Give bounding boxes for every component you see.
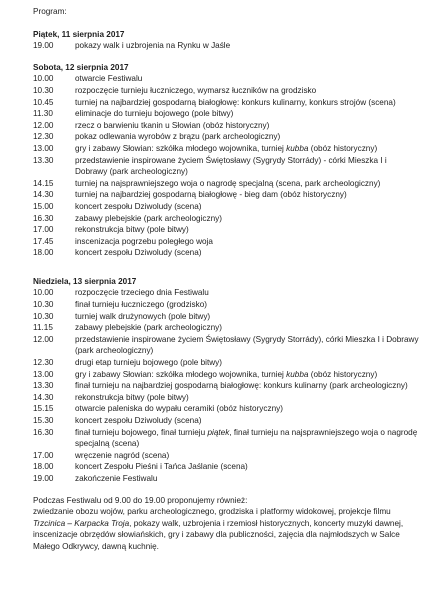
schedule-time: 18.00 (33, 248, 54, 258)
schedule-desc: koncert zespołu Dziwoludy (scena) (75, 416, 202, 425)
schedule-desc: koncert Zespołu Pieśni i Tańca Jaślanie (scena) (75, 462, 248, 472)
schedule-row (33, 322, 419, 334)
schedule-time: 16.30 (33, 427, 54, 437)
schedule-desc: przedstawienie inspirowane życiem Świętosławy (Sygrydy Storrády) - córki Mieszka I i Dobrawy (park archeologiczny) (75, 155, 387, 177)
schedule-row (33, 189, 419, 201)
schedule-time: 19.00 (33, 41, 54, 51)
schedule-desc: pokaz odlewania wyrobów z brązu (park archeologiczny) (75, 132, 281, 142)
schedule-desc: otwarcie paleniska do wypału ceramiki (obóz historyczny) (75, 404, 283, 414)
schedule-time: 13.00 (33, 369, 54, 379)
schedule-desc: otwarcie Festiwalu (75, 74, 143, 84)
schedule-row (33, 97, 419, 109)
schedule-time: 13.30 (33, 155, 54, 165)
schedule-row (33, 40, 419, 52)
schedule-row (33, 473, 419, 485)
day-title: Piątek, 11 sierpnia 2017 (33, 29, 125, 39)
schedule-time: 17.00 (33, 225, 54, 235)
extras-text (33, 506, 419, 552)
schedule-desc: rzecz o barwieniu tkanin u Słowian (obóz historyczny) (75, 120, 270, 130)
schedule-time: 10.30 (33, 311, 54, 321)
schedule-desc: inscenizacja pogrzebu poległego woja (75, 236, 213, 246)
schedule-time: 16.30 (33, 213, 54, 223)
schedule-row (33, 287, 419, 299)
program-heading: Program: (33, 7, 67, 16)
schedule-time: 15.30 (33, 416, 54, 425)
festival-extras (33, 495, 419, 553)
day-title: Sobota, 12 sierpnia 2017 (33, 62, 129, 72)
schedule-row (33, 380, 419, 392)
desc-italic: piątek (207, 427, 230, 437)
schedule-time: 10.00 (33, 74, 54, 84)
schedule-time: 12.00 (33, 120, 54, 130)
schedule-time: 14.30 (33, 190, 54, 200)
schedule-row (33, 369, 419, 381)
day-title: Niedziela, 13 sierpnia 2017 (33, 276, 137, 286)
day-saturday (33, 62, 419, 259)
schedule-time: 19.00 (33, 473, 54, 483)
schedule-time: 15.00 (33, 201, 54, 211)
schedule-row (33, 311, 419, 323)
schedule-desc: turniej walk drużynowych (pole bitwy) (75, 311, 211, 321)
schedule-row (33, 357, 419, 369)
schedule-desc: koncert zespołu Dziwoludy (scena) (75, 201, 202, 211)
schedule-row (33, 392, 419, 404)
schedule-row (33, 73, 419, 85)
schedule-row (33, 247, 419, 259)
schedule-row (33, 334, 419, 357)
schedule-row (33, 461, 419, 473)
schedule-time: 18.00 (33, 462, 54, 472)
schedule-time: 10.00 (33, 288, 54, 298)
extras-lead: Podczas Festiwalu od 9.00 do 19.00 proponujemy również: (33, 495, 248, 505)
schedule-time: 11.30 (33, 109, 53, 119)
schedule-desc: turniej na najbardziej gospodarną białogłowę: konkurs kulinarny, konkurs strojów (scena) (75, 97, 396, 107)
desc-italic: kubba (286, 143, 309, 153)
schedule-row (33, 85, 419, 97)
schedule-desc: rekonstrukcja bitwy (pole bitwy) (75, 392, 189, 402)
desc-italic: kubba (286, 369, 309, 379)
schedule-time: 15.15 (33, 404, 54, 414)
schedule-row (33, 213, 419, 225)
schedule-desc: zabawy plebejskie (park archeologiczny) (75, 323, 222, 333)
schedule-desc: pokazy walk i uzbrojenia na Rynku w Jaśle (75, 41, 231, 51)
schedule-row (33, 155, 419, 178)
schedule-desc: wręczenie nagród (scena) (75, 450, 170, 460)
schedule-desc (75, 427, 419, 450)
day-friday (33, 29, 419, 52)
schedule-desc: rekonstrukcja bitwy (pole bitwy) (75, 225, 189, 235)
schedule-desc: koncert zespołu Dziwoludy (scena) (75, 248, 202, 258)
schedule-desc: zabawy plebejskie (park archeologiczny) (75, 213, 222, 223)
schedule-desc: eliminacje do turnieju bojowego (pole bitwy) (75, 109, 234, 119)
schedule-row (33, 131, 419, 143)
schedule-row (33, 450, 419, 462)
schedule-time: 12.00 (33, 334, 54, 344)
desc-part: (obóz historyczny) (308, 143, 378, 153)
schedule-row (33, 120, 419, 132)
schedule-time: 12.30 (33, 132, 54, 142)
schedule-row (33, 236, 419, 248)
schedule-time: 12.30 (33, 358, 54, 368)
schedule-desc (75, 143, 419, 155)
schedule-time: 14.15 (33, 178, 54, 188)
schedule-time: 17.00 (33, 450, 54, 460)
schedule-time: 10.30 (33, 85, 54, 95)
schedule-row (33, 201, 419, 213)
schedule-row (33, 143, 419, 155)
desc-part: gry i zabawy Słowian: szkółka młodego wojownika, turniej (75, 369, 287, 379)
schedule-row (33, 299, 419, 311)
schedule-row (33, 224, 419, 236)
desc-part: finał turnieju bojowego, finał turnieju (75, 427, 208, 437)
schedule-desc: rozpoczęcie trzeciego dnia Festiwalu (75, 288, 209, 298)
desc-part: (obóz historyczny) (308, 369, 378, 379)
extras-part: zwiedzanie obozu wojów, parku archeologicznego, grodziska i platformy widokowej, projekcje filmu (33, 507, 391, 517)
schedule-row (33, 178, 419, 190)
film-title: Trzcinica – Karpacka Troja (33, 518, 130, 528)
schedule-desc: przedstawienie inspirowane życiem Świętosławy (Sygrydy Storrády), córki Mieszka I i Dobrawy (park archeologiczny) (75, 334, 419, 356)
schedule-time: 11.15 (33, 323, 53, 333)
schedule-desc: zakończenie Festiwalu (75, 473, 158, 483)
schedule-desc: rozpoczęcie turnieju łuczniczego, wymarsz łuczników na grodzisko (75, 85, 317, 95)
schedule-row (33, 403, 419, 415)
schedule-time: 13.00 (33, 143, 54, 153)
schedule-desc: drugi etap turnieju bojowego (pole bitwy) (75, 358, 223, 368)
desc-part: gry i zabawy Słowian: szkółka młodego wojownika, turniej (75, 143, 287, 153)
schedule-row (33, 427, 419, 450)
schedule-time: 10.30 (33, 300, 54, 310)
schedule-desc (75, 369, 419, 381)
schedule-desc: turniej na najsprawniejszego woja o nagrodę specjalną (scena, park archeologiczny) (75, 178, 381, 188)
extras-part: , pokazy walk, uzbrojenia i rzemiosł historycznych, koncerty muzyki dawnej, inscenizacje obrzędów słowiańskich, gry i zabawy dla publiczności, zajęcia dla najmłodszych w Salce Małego Odkrywcy, dawną kuchnię. (33, 518, 404, 551)
schedule-time: 13.30 (33, 381, 54, 391)
schedule-time: 14.30 (33, 392, 54, 402)
schedule-desc: finał turnieju na najbardziej gospodarną białogłowę: konkurs kulinarny (park archeologiczny) (75, 381, 408, 391)
day-sunday (33, 276, 419, 485)
schedule-time: 17.45 (33, 236, 54, 246)
schedule-desc: finał turnieju łuczniczego (grodzisko) (75, 300, 207, 310)
schedule-row (33, 415, 419, 427)
schedule-row (33, 108, 419, 120)
schedule-time: 10.45 (33, 97, 54, 107)
desc-part: , finał turnieju na najsprawniejszego woja o nagrodę specjalną (scena) (75, 427, 418, 449)
schedule-desc: turniej na najbardziej gospodarną białogłowę - bieg dam (obóz historyczny) (75, 190, 347, 200)
